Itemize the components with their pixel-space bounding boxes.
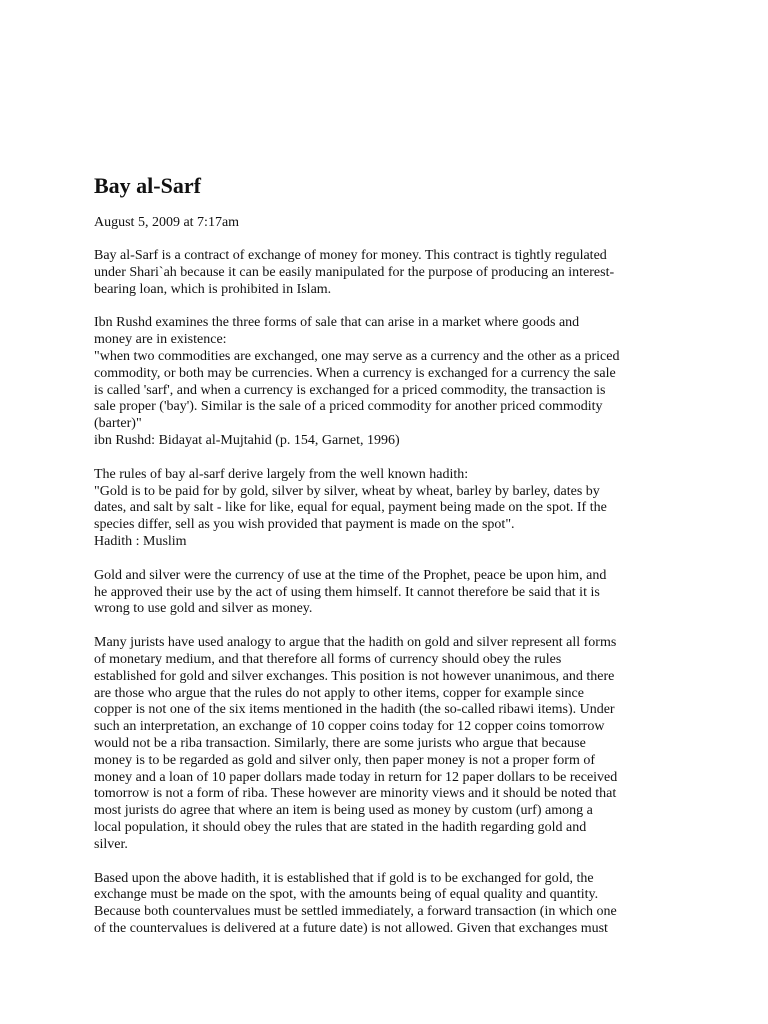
paragraph-line: ibn Rushd: Bidayat al-Mujtahid (p. 154, Garnet, 1996) xyxy=(94,432,400,448)
article-date: August 5, 2009 at 7:17am xyxy=(94,215,240,230)
paragraph xyxy=(94,248,676,298)
paragraph-line: are those who argue that the rules do not apply to other items, copper for example since xyxy=(94,685,584,701)
paragraph-line: of monetary medium, and that therefore all forms of currency should obey the rules xyxy=(94,651,562,667)
paragraph-line: money is to be regarded as gold and silver only, then paper money is not a proper form of xyxy=(94,752,596,768)
paragraph-line: Based upon the above hadith, it is established that if gold is to be exchanged for gold, the xyxy=(94,870,594,886)
paragraph-line: is called 'sarf', and when a currency is exchanged for a priced commodity, the transaction is xyxy=(94,382,606,398)
paragraph-line: species differ, sell as you wish provided that payment is made on the spot". xyxy=(94,517,515,533)
paragraph-line: Because both countervalues must be settled immediately, a forward transaction (in which one xyxy=(94,904,617,920)
paragraph-line: such an interpretation, an exchange of 10 copper coins today for 12 copper coins tomorrow xyxy=(94,719,605,735)
paragraph-line: Hadith : Muslim xyxy=(94,533,187,549)
paragraph-line: Bay al-Sarf is a contract of exchange of money for money. This contract is tightly regulated xyxy=(94,248,607,263)
paragraph-line: of the countervalues is delivered at a future date) is not allowed. Given that exchanges must xyxy=(94,920,608,936)
paragraph-line: "when two commodities are exchanged, one may serve as a currency and the other as a priced xyxy=(94,348,620,364)
paragraph-line: would not be a riba transaction. Similarly, there are some jurists who argue that because xyxy=(94,735,586,751)
paragraph-line: he approved their use by the act of using them himself. It cannot therefore be said that it is xyxy=(94,584,600,600)
paragraph-line: money are in existence: xyxy=(94,332,227,348)
paragraph xyxy=(94,871,676,938)
paragraph-line: local population, it should obey the rules that are stated in the hadith regarding gold and xyxy=(94,819,587,835)
paragraph-line: under Shari`ah because it can be easily manipulated for the purpose of producing an interest- xyxy=(94,264,615,280)
paragraph-line: most jurists do agree that where an item is being used as money by custom (urf) among a xyxy=(94,803,593,819)
paragraph-line: bearing loan, which is prohibited in Islam. xyxy=(94,281,332,297)
paragraph-line: commodity, or both may be currencies. When a currency is exchanged for a currency the sale xyxy=(94,365,616,381)
paragraph-line: wrong to use gold and silver as money. xyxy=(94,601,313,617)
paragraph-line: exchange must be made on the spot, with the amounts being of equal quality and quantity. xyxy=(94,887,599,903)
paragraph-line: silver. xyxy=(94,836,128,852)
paragraph xyxy=(94,568,676,618)
paragraph-line: dates, and salt by salt - like for like, equal for equal, payment being made on the spot. If the xyxy=(94,500,607,516)
paragraph-line: copper is not one of the six items mentioned in the hadith (the so-called ribawi items). Under xyxy=(94,702,615,718)
article-body xyxy=(94,248,676,938)
paragraph xyxy=(94,635,676,853)
paragraph-line: (barter)" xyxy=(94,416,142,432)
paragraph-line: The rules of bay al-sarf derive largely from the well known hadith: xyxy=(94,466,469,482)
paragraph-line: established for gold and silver exchanges. This position is not however unanimous, and there xyxy=(94,668,615,684)
paragraph xyxy=(94,315,676,449)
paragraph-line: Gold and silver were the currency of use at the time of the Prophet, peace be upon him, and xyxy=(94,567,607,583)
paragraph-line: "Gold is to be paid for by gold, silver by silver, wheat by wheat, barley by barley, dates by xyxy=(94,483,600,499)
paragraph xyxy=(94,467,676,551)
article xyxy=(94,172,676,938)
paragraph-line: Ibn Rushd examines the three forms of sale that can arise in a market where goods and xyxy=(94,315,580,331)
paragraph-line: sale proper ('bay'). Similar is the sale of a priced commodity for another priced commodity xyxy=(94,399,603,415)
paragraph-line: Many jurists have used analogy to argue that the hadith on gold and silver represent all forms xyxy=(94,635,617,651)
paragraph-line: money and a loan of 10 paper dollars made today in return for 12 paper dollars to be received xyxy=(94,769,618,785)
article-title: Bay al-Sarf xyxy=(94,173,201,198)
paragraph-line: tomorrow is not a form of riba. These however are minority views and it should be noted that xyxy=(94,786,617,802)
